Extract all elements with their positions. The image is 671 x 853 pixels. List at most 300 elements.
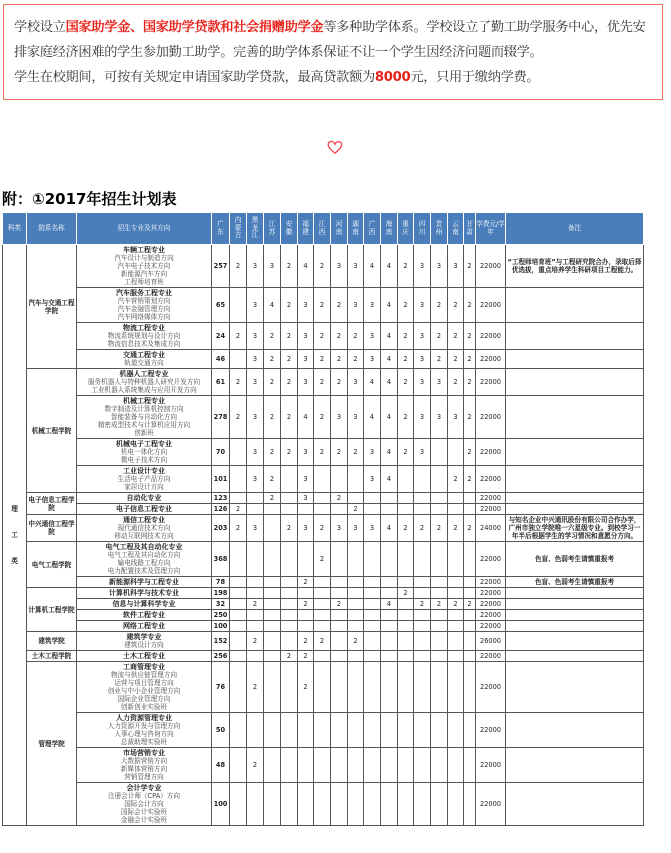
- quota-cell: [247, 713, 264, 748]
- quota-cell: 3: [414, 245, 431, 288]
- quota-cell: [381, 504, 398, 515]
- major-cell: [77, 466, 212, 493]
- major-direction: 创业与中小企业管理方向: [107, 687, 181, 695]
- major-direction: 汽车金融管理方向: [117, 305, 171, 313]
- quota-cell: 2: [398, 515, 414, 542]
- quota-cell: [314, 748, 331, 783]
- major-cell: [77, 396, 212, 439]
- quota-cell: [364, 493, 381, 504]
- quota-cell: 70: [212, 439, 230, 466]
- quota-cell: [247, 542, 264, 577]
- quota-cell: [464, 662, 476, 713]
- quota-cell: [348, 493, 364, 504]
- quota-cell: [230, 713, 247, 748]
- quota-cell: [298, 621, 314, 632]
- table-row: [3, 493, 644, 504]
- major-direction: 电力配置技术及管理方向: [107, 567, 181, 575]
- quota-cell: [364, 504, 381, 515]
- quota-cell: 100: [212, 621, 230, 632]
- quota-cell: [381, 748, 398, 783]
- quota-cell: [398, 783, 414, 826]
- quota-cell: 2: [264, 369, 281, 396]
- quota-cell: [314, 504, 331, 515]
- remark: [506, 504, 644, 515]
- quota-cell: 3: [247, 515, 264, 542]
- quota-cell: [448, 610, 464, 621]
- quota-cell: 3: [298, 350, 314, 369]
- tuition-fee: 22000: [476, 621, 506, 632]
- quota-cell: [264, 662, 281, 713]
- quota-cell: [364, 662, 381, 713]
- major-cell: [77, 369, 212, 396]
- college-name: 计算机工程学院: [27, 588, 77, 632]
- quota-cell: 2: [464, 323, 476, 350]
- table-row: [3, 245, 644, 288]
- quota-cell: [398, 748, 414, 783]
- quota-cell: [464, 713, 476, 748]
- quota-cell: [431, 713, 448, 748]
- quota-cell: [281, 783, 298, 826]
- quota-cell: 2: [230, 396, 247, 439]
- quota-cell: 2: [314, 288, 331, 323]
- major-name: 新能源科学与工程专业: [109, 578, 179, 586]
- major-name: 信息与计算科学专业: [112, 600, 176, 608]
- remark: [506, 610, 644, 621]
- quota-cell: 3: [298, 439, 314, 466]
- quota-cell: [464, 783, 476, 826]
- remark: 与知名企业中兴通讯股份有限公司合作办学，广州市独立学院唯一六星级专业。到校学习一年半后根据学生的学习情况和意愿分方向。: [506, 515, 644, 542]
- quota-cell: [230, 662, 247, 713]
- college-name: 土木工程学院: [27, 651, 77, 662]
- table-row: [3, 713, 644, 748]
- quota-cell: 2: [431, 323, 448, 350]
- province-name: 黑龙江: [251, 216, 259, 240]
- remark: [506, 466, 644, 493]
- province-name: 江西: [318, 220, 326, 236]
- quota-cell: 3: [448, 396, 464, 439]
- tuition-fee: 22000: [476, 662, 506, 713]
- major-direction: 机电一体化方向: [120, 448, 168, 456]
- quota-cell: [431, 504, 448, 515]
- remark: [506, 632, 644, 651]
- major-cell: [77, 504, 212, 515]
- major-cell: [77, 748, 212, 783]
- quota-cell: 3: [247, 369, 264, 396]
- quota-cell: [364, 632, 381, 651]
- quota-cell: [247, 493, 264, 504]
- quota-cell: 2: [398, 350, 414, 369]
- header-province: [464, 213, 476, 245]
- quota-cell: [314, 493, 331, 504]
- quota-cell: 2: [281, 369, 298, 396]
- major-cell: [77, 588, 212, 599]
- major-direction: 电气工程及其自动化方向: [107, 551, 181, 559]
- tuition-fee: 22000: [476, 493, 506, 504]
- tuition-fee: 22000: [476, 713, 506, 748]
- notice-text: 学校设立: [14, 20, 66, 35]
- quota-cell: [381, 651, 398, 662]
- quota-cell: [414, 577, 431, 588]
- quota-cell: [398, 632, 414, 651]
- quota-cell: [331, 651, 348, 662]
- quota-cell: 2: [331, 493, 348, 504]
- quota-cell: 2: [281, 439, 298, 466]
- major-name: 工商管理专业: [123, 663, 165, 671]
- quota-cell: 2: [314, 323, 331, 350]
- header-province: [414, 213, 431, 245]
- quota-cell: [364, 748, 381, 783]
- quota-cell: [414, 466, 431, 493]
- quota-cell: 3: [414, 288, 431, 323]
- tuition-fee: 22000: [476, 610, 506, 621]
- quota-cell: [381, 542, 398, 577]
- quota-cell: 2: [398, 396, 414, 439]
- tuition-fee: 22000: [476, 504, 506, 515]
- header-province: [264, 213, 281, 245]
- header-province: [298, 213, 314, 245]
- quota-cell: 65: [212, 288, 230, 323]
- quota-cell: [448, 439, 464, 466]
- major-name: 软件工程专业: [123, 611, 165, 619]
- quota-cell: 2: [314, 350, 331, 369]
- quota-cell: [398, 599, 414, 610]
- major-name: 人力资源管理专业: [116, 714, 172, 722]
- quota-cell: 2: [298, 651, 314, 662]
- quota-cell: 2: [298, 632, 314, 651]
- quota-cell: 2: [348, 632, 364, 651]
- quota-cell: 278: [212, 396, 230, 439]
- college-name: 管理学院: [27, 662, 77, 826]
- quota-cell: 2: [448, 288, 464, 323]
- quota-cell: 3: [364, 439, 381, 466]
- quota-cell: [314, 588, 331, 599]
- quota-cell: [448, 493, 464, 504]
- quota-cell: 4: [381, 439, 398, 466]
- quota-cell: 4: [298, 245, 314, 288]
- quota-cell: 3: [364, 515, 381, 542]
- tuition-fee: 22000: [476, 542, 506, 577]
- quota-cell: [398, 542, 414, 577]
- quota-cell: [348, 748, 364, 783]
- tuition-fee: 22000: [476, 466, 506, 493]
- major-direction: 物流与供应链管理方向: [111, 671, 177, 679]
- tuition-fee: 22000: [476, 439, 506, 466]
- quota-cell: [414, 713, 431, 748]
- quota-cell: 4: [381, 599, 398, 610]
- quota-cell: [381, 621, 398, 632]
- province-name: 重庆: [402, 220, 409, 236]
- header-province: [247, 213, 264, 245]
- tuition-fee: 22000: [476, 369, 506, 396]
- quota-cell: 2: [398, 588, 414, 599]
- quota-cell: 2: [264, 493, 281, 504]
- quota-cell: 2: [464, 439, 476, 466]
- quota-cell: [464, 632, 476, 651]
- quota-cell: 2: [348, 323, 364, 350]
- quota-cell: [264, 610, 281, 621]
- quota-cell: 2: [398, 369, 414, 396]
- quota-cell: 2: [398, 439, 414, 466]
- header-category: 科类: [3, 213, 27, 245]
- quota-cell: 2: [281, 396, 298, 439]
- quota-cell: [414, 610, 431, 621]
- quota-cell: 3: [348, 245, 364, 288]
- quota-cell: 2: [230, 323, 247, 350]
- table-header-row: [3, 213, 644, 245]
- quota-cell: 2: [281, 323, 298, 350]
- quota-cell: [230, 542, 247, 577]
- quota-cell: [264, 748, 281, 783]
- quota-cell: [464, 542, 476, 577]
- tuition-fee: 22000: [476, 245, 506, 288]
- quota-cell: [364, 577, 381, 588]
- quota-cell: [431, 662, 448, 713]
- quota-cell: [364, 651, 381, 662]
- quota-cell: 2: [314, 542, 331, 577]
- major-direction: 新媒体营销方向: [120, 765, 168, 773]
- quota-cell: [448, 588, 464, 599]
- remark: [506, 748, 644, 783]
- quota-cell: [348, 588, 364, 599]
- header-province: [212, 213, 230, 245]
- quota-cell: [431, 632, 448, 651]
- quota-cell: [298, 713, 314, 748]
- quota-cell: 3: [331, 396, 348, 439]
- quota-cell: [448, 713, 464, 748]
- tuition-fee: 22000: [476, 748, 506, 783]
- category-cell: [3, 245, 27, 826]
- quota-cell: [247, 621, 264, 632]
- quota-cell: 4: [381, 288, 398, 323]
- remark: [506, 599, 644, 610]
- remark: [506, 396, 644, 439]
- quota-cell: 2: [464, 288, 476, 323]
- quota-cell: [281, 504, 298, 515]
- quota-cell: 123: [212, 493, 230, 504]
- quota-cell: 3: [331, 515, 348, 542]
- major-name: 通信工程专业: [123, 516, 165, 524]
- remark: 色盲、色弱考生请慎重报考: [506, 577, 644, 588]
- quota-cell: [414, 493, 431, 504]
- province-name: 安徽: [285, 220, 293, 236]
- quota-cell: [264, 542, 281, 577]
- table-row: [3, 323, 644, 350]
- quota-cell: 2: [247, 632, 264, 651]
- major-direction: 汽车设计与制造方向: [114, 254, 174, 262]
- quota-cell: [414, 504, 431, 515]
- major-cell: [77, 288, 212, 323]
- quota-cell: [381, 783, 398, 826]
- quota-cell: 4: [381, 369, 398, 396]
- header-province: [364, 213, 381, 245]
- quota-cell: [264, 599, 281, 610]
- quota-cell: [348, 466, 364, 493]
- header-province: [398, 213, 414, 245]
- college-name: 汽车与交通工程学院: [27, 245, 77, 369]
- quota-cell: [230, 632, 247, 651]
- major-direction: 精密成型技术与计算机应用方向: [97, 421, 191, 429]
- header-note: 备注: [506, 213, 644, 245]
- quota-cell: [348, 713, 364, 748]
- header-province: [314, 213, 331, 245]
- major-name: 机器人工程专业: [119, 370, 169, 378]
- tuition-fee: 22000: [476, 350, 506, 369]
- quota-cell: [431, 577, 448, 588]
- remark: [506, 493, 644, 504]
- quota-cell: 3: [414, 323, 431, 350]
- quota-cell: 2: [298, 599, 314, 610]
- major-direction: 营销管理方向: [124, 773, 164, 781]
- major-name: 交通工程专业: [123, 351, 165, 359]
- quota-cell: [414, 662, 431, 713]
- quota-cell: [281, 466, 298, 493]
- quota-cell: 250: [212, 610, 230, 621]
- quota-cell: 198: [212, 588, 230, 599]
- quota-cell: [448, 783, 464, 826]
- quota-cell: 2: [230, 504, 247, 515]
- heart-outline-icon: [326, 138, 344, 156]
- quota-cell: [331, 662, 348, 713]
- tuition-fee: 22000: [476, 599, 506, 610]
- quota-cell: [230, 577, 247, 588]
- college-name: 电气工程学院: [27, 542, 77, 588]
- quota-cell: [464, 621, 476, 632]
- major-cell: [77, 542, 212, 577]
- table-row: [3, 662, 644, 713]
- major-name: 网络工程专业: [123, 622, 165, 630]
- table-row: [3, 515, 644, 542]
- major-name: 工业设计专业: [123, 467, 165, 475]
- quota-cell: [448, 577, 464, 588]
- quota-cell: 2: [414, 515, 431, 542]
- quota-cell: 2: [264, 350, 281, 369]
- quota-cell: [314, 621, 331, 632]
- province-name: 广东: [217, 220, 224, 236]
- quota-cell: [331, 713, 348, 748]
- quota-cell: [348, 621, 364, 632]
- quota-cell: [247, 610, 264, 621]
- quota-cell: [331, 588, 348, 599]
- major-cell: [77, 493, 212, 504]
- major-direction: 汽车营销策划方向: [117, 297, 171, 305]
- quota-cell: [414, 783, 431, 826]
- quota-cell: [264, 588, 281, 599]
- quota-cell: 2: [247, 748, 264, 783]
- major-cell: [77, 610, 212, 621]
- quota-cell: [364, 713, 381, 748]
- quota-cell: 2: [331, 323, 348, 350]
- header-province: [448, 213, 464, 245]
- major-cell: [77, 651, 212, 662]
- quota-cell: [448, 651, 464, 662]
- major-name: 自动化专业: [126, 494, 162, 502]
- financial-aid-notice: [3, 4, 663, 100]
- major-cell: [77, 713, 212, 748]
- quota-cell: [448, 662, 464, 713]
- quota-cell: [230, 783, 247, 826]
- table-row: [3, 748, 644, 783]
- header-major: 招生专业及其方向: [77, 213, 212, 245]
- major-direction: 汽车网络媒体方向: [117, 313, 171, 321]
- major-direction: 物流系统规划与设计方向: [107, 332, 181, 340]
- quota-cell: 2: [464, 515, 476, 542]
- tuition-fee: 24000: [476, 515, 506, 542]
- quota-cell: 2: [464, 396, 476, 439]
- quota-cell: 3: [431, 369, 448, 396]
- remark: 色盲、色弱考生请慎重报考: [506, 542, 644, 577]
- quota-cell: 3: [247, 439, 264, 466]
- quota-cell: 2: [314, 632, 331, 651]
- quota-cell: [381, 577, 398, 588]
- quota-cell: [381, 632, 398, 651]
- notice-text: 学生在校期间，可按有关规定申请国家助学贷款，最高贷款额为: [14, 70, 375, 85]
- major-name: 电子信息工程专业: [116, 505, 172, 513]
- quota-cell: 2: [348, 350, 364, 369]
- enrollment-plan-table: [2, 212, 644, 826]
- quota-cell: [364, 588, 381, 599]
- quota-cell: 48: [212, 748, 230, 783]
- quota-cell: [331, 610, 348, 621]
- major-direction: 创新班: [134, 429, 154, 437]
- quota-cell: 76: [212, 662, 230, 713]
- major-direction: 智能装备与自动化方向: [111, 413, 177, 421]
- highlight-text: 8000: [374, 70, 411, 85]
- quota-cell: [314, 610, 331, 621]
- remark: [506, 783, 644, 826]
- table-row: [3, 369, 644, 396]
- table-row: [3, 632, 644, 651]
- quota-cell: [448, 748, 464, 783]
- quota-cell: 3: [414, 439, 431, 466]
- quota-cell: 4: [381, 396, 398, 439]
- quota-cell: 368: [212, 542, 230, 577]
- quota-cell: 2: [281, 245, 298, 288]
- quota-cell: [281, 748, 298, 783]
- header-province: [381, 213, 398, 245]
- major-name: 物流工程专业: [123, 324, 165, 332]
- quota-cell: 3: [364, 323, 381, 350]
- major-cell: [77, 632, 212, 651]
- quota-cell: 2: [281, 288, 298, 323]
- major-direction: 现代通信技术方向: [117, 524, 171, 532]
- remark: [506, 439, 644, 466]
- quota-cell: [264, 621, 281, 632]
- quota-cell: [298, 504, 314, 515]
- quota-cell: 2: [247, 662, 264, 713]
- tuition-fee: 22000: [476, 651, 506, 662]
- quota-cell: [381, 713, 398, 748]
- remark: [506, 588, 644, 599]
- quota-cell: [364, 542, 381, 577]
- quota-cell: 3: [298, 369, 314, 396]
- quota-cell: [230, 288, 247, 323]
- major-name: 车辆工程专业: [123, 246, 165, 254]
- major-direction: 物流信息技术及集成方向: [107, 340, 181, 348]
- major-direction: 大数据营销方向: [120, 757, 168, 765]
- quota-cell: [331, 748, 348, 783]
- quota-cell: 2: [230, 245, 247, 288]
- quota-cell: [414, 588, 431, 599]
- quota-cell: [348, 662, 364, 713]
- major-name: 会计学专业: [126, 784, 162, 792]
- quota-cell: [281, 713, 298, 748]
- quota-cell: 3: [298, 288, 314, 323]
- quota-cell: 100: [212, 783, 230, 826]
- header-province: [348, 213, 364, 245]
- major-direction: 国际企业管理方向: [117, 695, 171, 703]
- quota-cell: 3: [348, 515, 364, 542]
- remark: [506, 621, 644, 632]
